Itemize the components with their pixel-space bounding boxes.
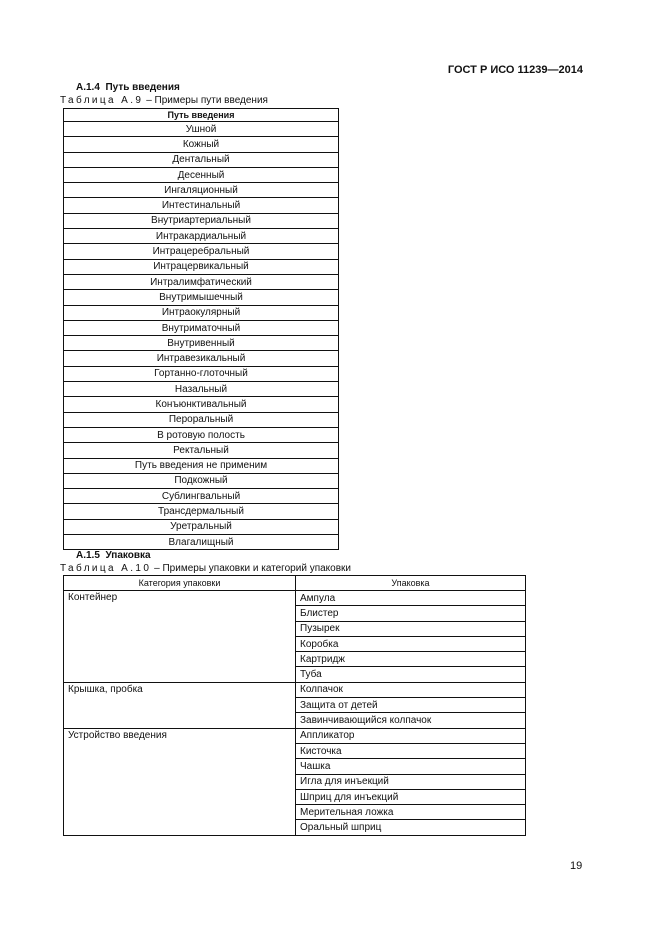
- section-a15-title: Упаковка: [105, 550, 151, 561]
- table-a10-caption-text: – Примеры упаковки и категорий упаковки: [154, 563, 351, 574]
- route-cell: Влагалищный: [64, 535, 339, 550]
- packaging-cell: Мерительная ложка: [296, 805, 526, 820]
- route-cell: Уретральный: [64, 519, 339, 534]
- route-cell: Интраокулярный: [64, 305, 339, 320]
- table-row: [64, 198, 339, 213]
- section-a14-heading: [76, 82, 180, 93]
- packaging-cell: Колпачок: [296, 682, 526, 697]
- packaging-cell: Аппликатор: [296, 728, 526, 743]
- route-cell: Интрацеребральный: [64, 244, 339, 259]
- table-row: [64, 473, 339, 488]
- table-a10-header-category: Категория упаковки: [64, 576, 296, 591]
- table-row: [64, 728, 526, 743]
- packaging-cell: Кисточка: [296, 743, 526, 758]
- table-row: [64, 519, 339, 534]
- table-a10-header-packaging: Упаковка: [296, 576, 526, 591]
- route-cell: В ротовую полость: [64, 427, 339, 442]
- route-cell: Конъюнктивальный: [64, 397, 339, 412]
- table-row: [64, 504, 339, 519]
- table-row: [64, 137, 339, 152]
- category-cell: Устройство введения: [64, 728, 296, 835]
- table-row: [64, 229, 339, 244]
- packaging-cell: Ампула: [296, 591, 526, 606]
- route-cell: Интралимфатический: [64, 274, 339, 289]
- route-cell: Подкожный: [64, 473, 339, 488]
- table-row: [64, 259, 339, 274]
- table-row: [64, 244, 339, 259]
- table-a10-caption: [60, 563, 351, 574]
- packaging-cell: Чашка: [296, 759, 526, 774]
- table-row: [64, 535, 339, 550]
- table-row: [64, 213, 339, 228]
- table-row: [64, 351, 339, 366]
- packaging-cell: Защита от детей: [296, 698, 526, 713]
- table-a9-caption-text: – Примеры пути введения: [146, 95, 268, 106]
- table-row: [64, 397, 339, 412]
- table-a9-body: [64, 122, 339, 550]
- packaging-cell: Шприц для инъекций: [296, 789, 526, 804]
- packaging-cell: Коробка: [296, 636, 526, 651]
- packaging-cell: Пузырек: [296, 621, 526, 636]
- route-cell: Интракардиальный: [64, 229, 339, 244]
- table-row: [64, 122, 339, 137]
- category-cell: Крышка, пробка: [64, 682, 296, 728]
- table-row: [64, 183, 339, 198]
- route-cell: Гортанно-глоточный: [64, 366, 339, 381]
- table-row: [64, 305, 339, 320]
- packaging-cell: Картридж: [296, 652, 526, 667]
- table-row: [64, 167, 339, 182]
- route-cell: Кожный: [64, 137, 339, 152]
- route-cell: Путь введения не применим: [64, 458, 339, 473]
- table-row: [64, 591, 526, 606]
- route-cell: Ингаляционный: [64, 183, 339, 198]
- table-a9-caption: [60, 95, 268, 106]
- table-row: [64, 274, 339, 289]
- table-row: [64, 320, 339, 335]
- table-row: [64, 336, 339, 351]
- packaging-cell: Завинчивающийся колпачок: [296, 713, 526, 728]
- document-id: ГОСТ Р ИСО 11239—2014: [447, 64, 583, 76]
- route-cell: Интрацервикальный: [64, 259, 339, 274]
- route-cell: Интестинальный: [64, 198, 339, 213]
- route-cell: Десенный: [64, 167, 339, 182]
- table-a9-header: Путь введения: [64, 109, 339, 122]
- table-row: [64, 412, 339, 427]
- section-a15-number: А.1.5: [76, 550, 100, 561]
- route-cell: Пероральный: [64, 412, 339, 427]
- table-row: [64, 443, 339, 458]
- table-row: [64, 682, 526, 697]
- page-number: 19: [570, 860, 583, 872]
- table-a10-body: [64, 591, 526, 836]
- route-cell: Внутривенный: [64, 336, 339, 351]
- table-row: [64, 382, 339, 397]
- route-cell: Ректальный: [64, 443, 339, 458]
- table-a10: [63, 575, 526, 836]
- route-cell: Интравезикальный: [64, 351, 339, 366]
- table-a10-label: Таблица А.10: [60, 563, 152, 574]
- packaging-cell: Оральный шприц: [296, 820, 526, 835]
- packaging-cell: Блистер: [296, 606, 526, 621]
- route-cell: Трансдермальный: [64, 504, 339, 519]
- table-row: [64, 458, 339, 473]
- route-cell: Сублингвальный: [64, 489, 339, 504]
- table-a9-label: Таблица А.9: [60, 95, 144, 106]
- table-row: [64, 152, 339, 167]
- route-cell: Внутриматочный: [64, 320, 339, 335]
- table-a9: [63, 108, 339, 550]
- section-a14-number: А.1.4: [76, 82, 100, 93]
- category-cell: Контейнер: [64, 591, 296, 683]
- packaging-cell: Туба: [296, 667, 526, 682]
- table-row: [64, 427, 339, 442]
- section-a15-heading: [76, 550, 151, 561]
- route-cell: Внутриартериальный: [64, 213, 339, 228]
- section-a14-title: Путь введения: [105, 82, 180, 93]
- route-cell: Ушной: [64, 122, 339, 137]
- table-row: [64, 366, 339, 381]
- route-cell: Дентальный: [64, 152, 339, 167]
- packaging-cell: Игла для инъекций: [296, 774, 526, 789]
- table-row: [64, 290, 339, 305]
- table-row: [64, 489, 339, 504]
- route-cell: Назальный: [64, 382, 339, 397]
- route-cell: Внутримышечный: [64, 290, 339, 305]
